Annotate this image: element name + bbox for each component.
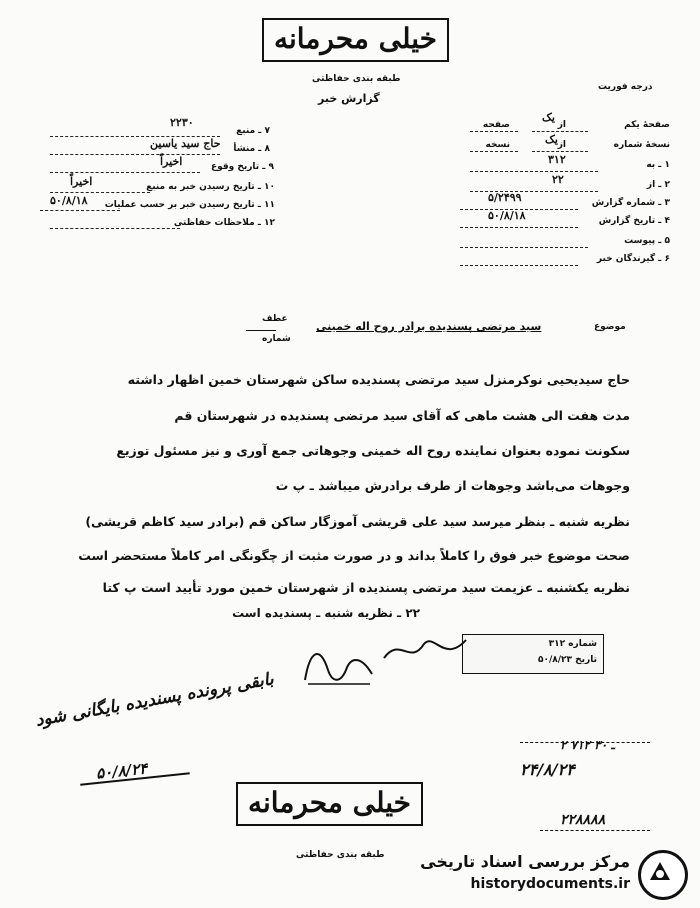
subject-text: سید مرتضی پسندیده برادر روح اله خمینی bbox=[316, 320, 542, 333]
field-news-operation-date bbox=[104, 200, 275, 216]
field-from: از bbox=[557, 140, 566, 150]
field-to bbox=[600, 160, 670, 176]
field-label: نسخهٔ شماره bbox=[613, 140, 670, 150]
field-origin-value: حاج سید یاسین bbox=[150, 137, 221, 150]
watermark-url: historydocuments.ir bbox=[470, 876, 630, 892]
classification-bottom-text: خیلی محرمانه bbox=[248, 786, 411, 819]
field-copy bbox=[470, 140, 670, 156]
body-line: سکونت نموده بعنوان نماینده روح اله خمینی وجوهاتی جمع آوری و نیز مسئول توزیع bbox=[116, 443, 630, 458]
urgency-label: درجه فوریت bbox=[598, 82, 653, 92]
handwritten-note: بابقی پرونده پسندیده بایگانی شود bbox=[34, 669, 276, 731]
body-line: ۲۲ ـ نظریه شنبه ـ پسندیده است bbox=[232, 606, 420, 620]
field-from: از bbox=[557, 120, 566, 130]
handwritten-note-date: ۵۰/۸/۲۴ bbox=[95, 759, 149, 783]
field-label: ۱۰ ـ تاریخ رسیدن خبر به منبع bbox=[146, 182, 275, 192]
watermark bbox=[410, 846, 690, 902]
registration-date: تاریخ ۵۰/۸/۲۳ bbox=[538, 655, 597, 665]
field-report-date bbox=[580, 216, 670, 232]
field-news-arrival-date-value: اخیراً bbox=[70, 175, 93, 188]
field-report-number bbox=[580, 198, 670, 214]
field-to-value: ۳۱۲ bbox=[548, 153, 566, 166]
body-line: حاج سیدیحیی نوکرمنزل سید مرتضی پسندیده ساکن شهرستان خمین اظهار داشته bbox=[127, 372, 630, 387]
archive-logo-icon bbox=[638, 850, 688, 900]
watermark-title: مرکز بررسی اسناد تاریخی bbox=[420, 852, 630, 871]
field-from-2 bbox=[600, 180, 670, 196]
field-from-value: ۲۲ bbox=[552, 173, 564, 186]
registration-stamp bbox=[462, 634, 604, 674]
field-news-arrival-date bbox=[130, 182, 275, 198]
body-line: صحت موضوع خبر فوق را کاملاً بداند و در صورت مثبت از چگونگی امر کاملاً مستحضر است bbox=[78, 548, 630, 563]
field-attachment bbox=[580, 236, 670, 252]
field-report-date-value: ۵۰/۸/۱۸ bbox=[488, 209, 526, 222]
body-line: وجوهات می‌باشد وجوهات از طرف برادرش میباشد ـ پ ت bbox=[275, 478, 630, 493]
signature-scribble bbox=[300, 640, 380, 690]
field-copy-value: یک bbox=[545, 133, 558, 146]
classification-sub-top: طبقه بندی حفاظتی bbox=[312, 74, 401, 84]
classification-stamp-bottom bbox=[236, 782, 423, 826]
field-recipients bbox=[570, 254, 670, 270]
classification-top-text: خیلی محرمانه bbox=[274, 22, 437, 55]
field-security-notes bbox=[175, 218, 275, 234]
classification-stamp-top bbox=[262, 18, 449, 62]
field-label: ۶ ـ گیرندگان خبر bbox=[596, 254, 670, 264]
field-label: ۵ ـ پیوست bbox=[624, 236, 670, 246]
field-label: ۸ ـ منشأ bbox=[233, 144, 270, 154]
field-label: ۲ ـ از bbox=[646, 180, 670, 190]
field-label: ۹ ـ تاریخ وقوع bbox=[210, 162, 274, 172]
field-label: ۱۲ ـ ملاحظات حفاظتی bbox=[173, 218, 275, 228]
body-line: نظریه یکشنبه ـ عزیمت سید مرتضی پسندیده از شهرستان خمین مورد تأیید است پ کتا bbox=[102, 580, 630, 595]
body-line: مدت هفت الی هشت ماهی که آقای سید مرتضی پسندیده در شهرستان قم bbox=[174, 408, 630, 423]
field-label: ۴ ـ تاریخ گزارش bbox=[598, 216, 670, 226]
report-title: گزارش خبر bbox=[318, 92, 380, 105]
reference-label: عطف bbox=[262, 314, 288, 324]
field-occurrence-date-value: اخیراً bbox=[160, 155, 183, 168]
field-page bbox=[470, 120, 670, 136]
field-label: صفحهٔ یکم bbox=[624, 120, 670, 130]
classification-sub-bottom: طبقه بندی حفاظتی bbox=[296, 850, 385, 860]
field-suffix: صفحه bbox=[482, 120, 510, 130]
receipt-mark-2: ۲۴/۸/۲۴ bbox=[520, 760, 575, 779]
reference-number-label: شماره bbox=[262, 334, 291, 344]
field-label: ۱۱ ـ تاریخ رسیدن خبر بر حسب عملیات bbox=[104, 200, 275, 210]
field-occurrence-date bbox=[190, 162, 274, 178]
receipt-mark-1: ۲ ـ ۳۰ ۷۱۲ bbox=[560, 738, 615, 752]
subject-label: موضوع bbox=[594, 322, 626, 332]
field-label: ۱ ـ به bbox=[646, 160, 670, 170]
field-source-value: ۲۲۳۰ bbox=[170, 116, 194, 129]
registration-number: شماره ۳۱۲ bbox=[548, 639, 597, 649]
field-page-value: یک bbox=[542, 111, 555, 124]
field-label: ۳ ـ شماره گزارش bbox=[591, 198, 670, 208]
receipt-mark-3: ۲۲۸۸۸۸ bbox=[560, 812, 606, 828]
body-line: نظریه شنبه ـ بنظر میرسد سید علی قریشی آموزگار ساکن قم (برادر سید کاظم قریشی) bbox=[85, 514, 630, 529]
field-label: ۷ ـ منبع bbox=[236, 126, 270, 136]
field-news-operation-date-value: ۵۰/۸/۱۸ bbox=[50, 194, 88, 207]
field-suffix: نسخه bbox=[485, 140, 510, 150]
signature-scribble-2 bbox=[380, 630, 470, 670]
field-report-number-value: ۵/۲۴۹۹ bbox=[488, 191, 522, 204]
